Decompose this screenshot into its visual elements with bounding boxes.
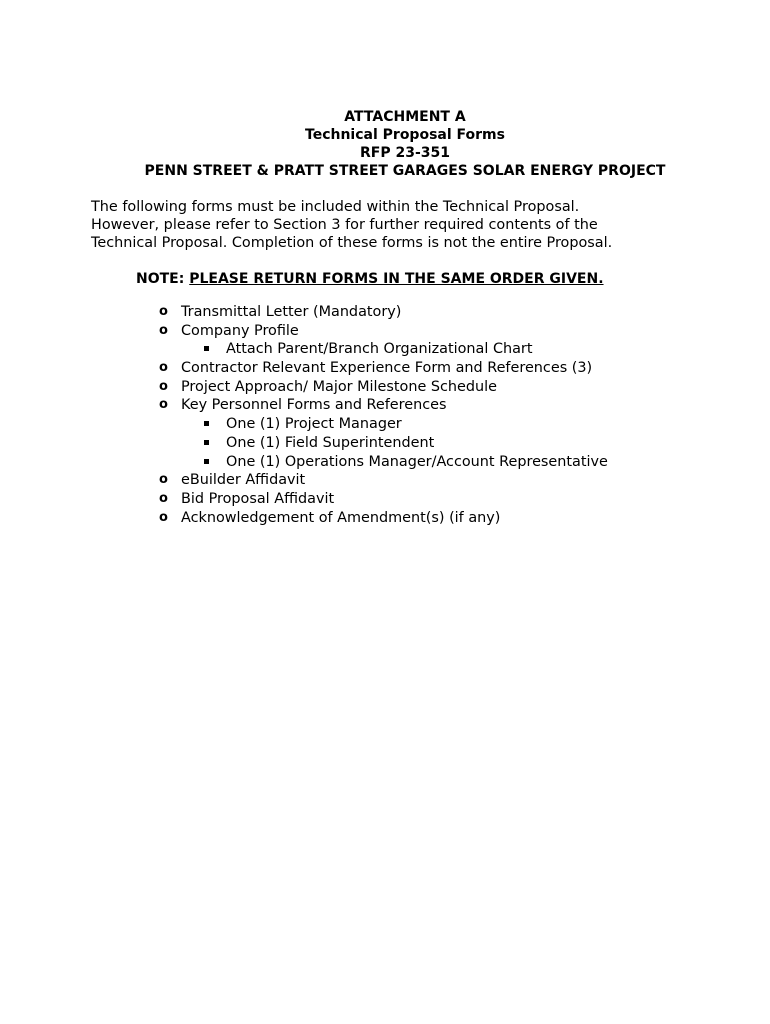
circle-bullet-icon: o [159, 490, 168, 506]
circle-bullet-icon: o [159, 472, 168, 488]
document-header [0, 108, 770, 180]
sub-list-item-text: Attach Parent/Branch Organizational Chart [226, 341, 533, 358]
square-bullet-icon [204, 440, 209, 445]
note-prefix: NOTE: [136, 271, 190, 287]
note-text: PLEASE RETURN FORMS IN THE SAME ORDER GIVEN. [189, 271, 604, 287]
list-item-text: Company Profile [181, 322, 299, 339]
list-item [0, 415, 770, 434]
circle-bullet-icon: o [159, 304, 168, 319]
intro-line: However, please refer to Section 3 for further required contents of the [91, 217, 598, 233]
rfp-number: RFP 23-351 [360, 145, 450, 161]
intro-line: Technical Proposal. Completion of these forms is not the entire Proposal. [91, 235, 613, 251]
required-forms-list [0, 303, 770, 527]
sub-list-item-text: One (1) Operations Manager/Account Representative [226, 453, 608, 470]
list-item-text: Key Personnel Forms and References [181, 397, 447, 414]
circle-bullet-icon: o [159, 378, 168, 394]
list-item [0, 378, 770, 397]
list-item [0, 359, 770, 378]
list-item [0, 303, 770, 322]
attachment-title: ATTACHMENT A [344, 109, 466, 125]
circle-bullet-icon: o [159, 509, 168, 525]
circle-bullet-icon: o [159, 322, 168, 338]
list-item [0, 490, 770, 509]
list-item [0, 471, 770, 490]
forms-title: Technical Proposal Forms [305, 127, 505, 143]
project-title: PENN STREET & PRATT STREET GARAGES SOLAR ENERGY PROJECT [144, 163, 666, 179]
list-item [0, 434, 770, 453]
list-item [0, 322, 770, 341]
list-item-text: Acknowledgement of Amendment(s) (if any) [181, 509, 501, 526]
square-bullet-icon [204, 459, 209, 464]
circle-bullet-icon: o [159, 397, 168, 413]
square-bullet-icon [204, 346, 209, 351]
list-item-text: Contractor Relevant Experience Form and References (3) [181, 360, 593, 377]
list-item-text: Bid Proposal Affidavit [181, 490, 335, 507]
list-item-text: eBuilder Affidavit [181, 472, 306, 489]
circle-bullet-icon: o [159, 360, 168, 376]
list-item [0, 340, 770, 359]
list-item [0, 509, 770, 528]
list-item [0, 453, 770, 472]
sub-list-item-text: One (1) Field Superintendent [226, 434, 435, 451]
intro-line: The following forms must be included within the Technical Proposal. [91, 199, 580, 215]
list-item-text: Project Approach/ Major Milestone Schedule [181, 378, 498, 395]
list-item-text: Transmittal Letter (Mandatory) [181, 304, 402, 320]
intro-paragraph [91, 198, 691, 252]
note-line [136, 270, 604, 288]
square-bullet-icon [204, 421, 209, 426]
list-item [0, 396, 770, 415]
sub-list-item-text: One (1) Project Manager [226, 416, 402, 433]
